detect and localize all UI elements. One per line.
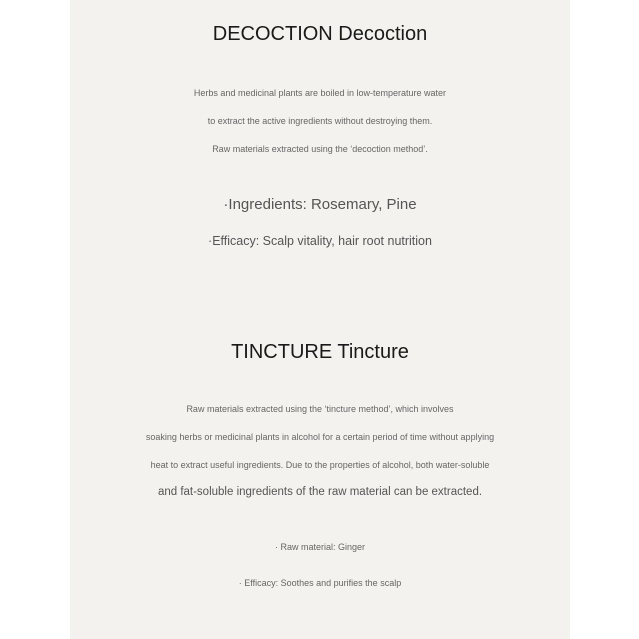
decoction-ingredients: ·Ingredients: Rosemary, Pine	[223, 196, 417, 213]
decoction-description-line-1: Herbs and medicinal plants are boiled in low-temperature water	[193, 88, 447, 98]
decoction-title: DECOCTION Decoction	[212, 23, 428, 45]
tincture-description-line-2: soaking herbs or medicinal plants in alcohol for a certain period of time without applying	[145, 432, 495, 442]
tincture-efficacy: · Efficacy: Soothes and purifies the scalp	[238, 578, 402, 588]
decoction-description-line-2: to extract the active ingredients without destroying them.	[207, 116, 433, 126]
decoction-description-line-3: Raw materials extracted using the ‘decoction method’.	[212, 144, 428, 154]
tincture-title: TINCTURE Tincture	[231, 341, 409, 363]
tincture-description-line-3: heat to extract useful ingredients. Due to the properties of alcohol, both water-soluble	[150, 460, 490, 470]
tincture-raw-material: · Raw material: Ginger	[274, 542, 366, 552]
decoction-efficacy: ·Efficacy: Scalp vitality, hair root nutrition	[208, 234, 432, 248]
tincture-description-line-4: and fat-soluble ingredients of the raw material can be extracted.	[157, 486, 483, 498]
tincture-description-line-1: Raw materials extracted using the ‘tincture method’, which involves	[186, 404, 454, 414]
content-panel	[70, 0, 570, 639]
